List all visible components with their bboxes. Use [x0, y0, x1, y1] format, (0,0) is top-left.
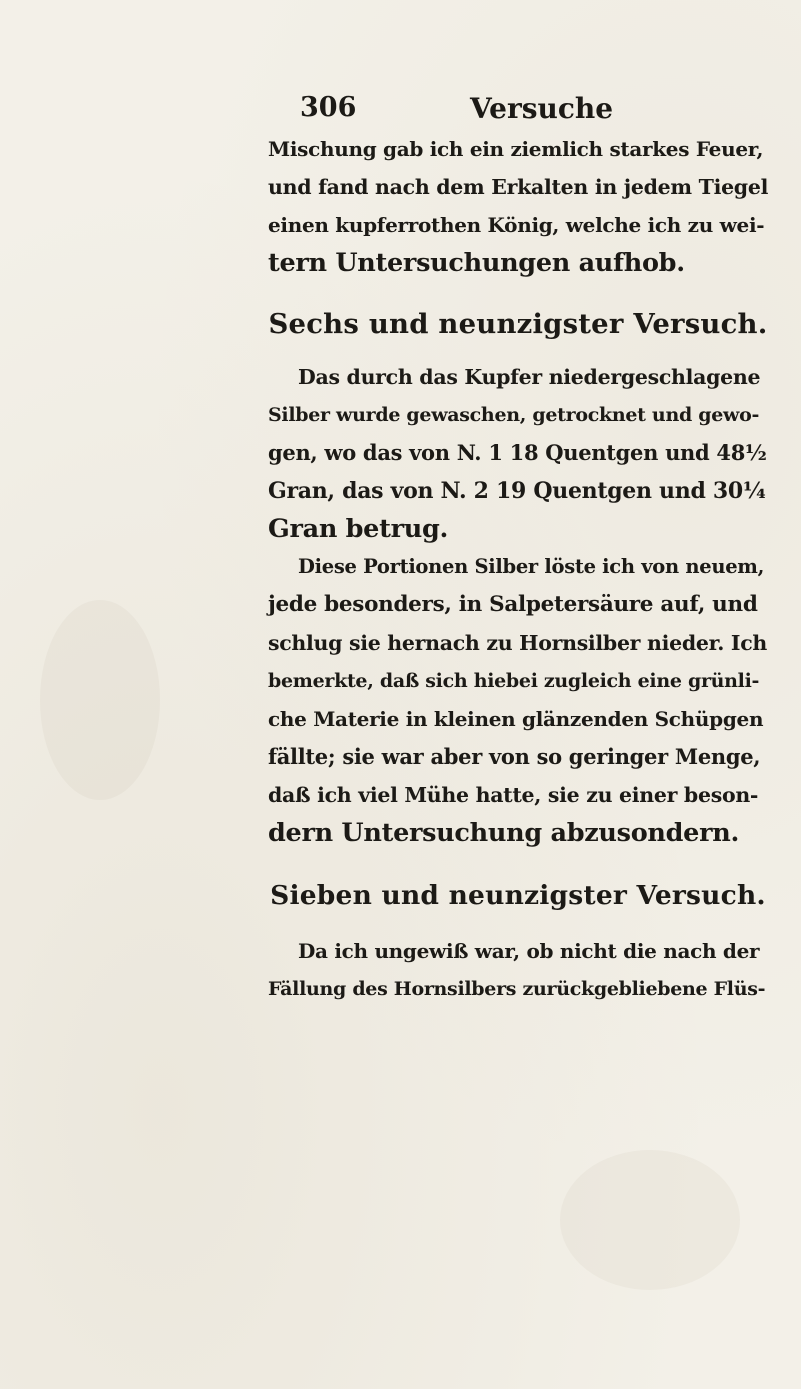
text-line: gen, wo das von N. 1 18 Quentgen und 48½	[268, 440, 767, 465]
text-line: fällte; sie war aber von so geringer Menge,	[268, 744, 761, 769]
text-line: jede besonders, in Salpetersäure auf, und	[268, 592, 758, 617]
text-line: Gran, das von N. 2 19 Quentgen und 30¼	[268, 478, 766, 504]
text-line: bemerkte, daß sich hiebei zugleich eine grünli-	[268, 670, 760, 692]
text-line: Diese Portionen Silber löste ich von neuem,	[298, 555, 765, 578]
text-line: Mischung gab ich ein ziemlich starkes Feuer,	[268, 137, 764, 161]
text-line: schlug sie hernach zu Hornsilber nieder. Ich	[268, 631, 768, 655]
text-line: daß ich viel Mühe hatte, sie zu einer beson-	[268, 783, 759, 807]
running-title: Versuche	[470, 92, 614, 125]
text-line: Silber wurde gewaschen, getrocknet und gewo-	[268, 404, 760, 426]
text-line: Fällung des Hornsilbers zurückgebliebene Flüs-	[268, 978, 766, 1000]
section-heading-96: Sechs und neunzigster Versuch.	[268, 308, 768, 340]
section-heading-97: Sieben und neunzigster Versuch.	[270, 880, 766, 911]
text-line: tern Untersuchungen aufhob.	[268, 248, 685, 278]
text-line: einen kupferrothen König, welche ich zu wei-	[268, 213, 765, 237]
paragraph-96-2	[268, 548, 768, 852]
paragraph-97-1	[268, 932, 768, 1008]
text-line: Da ich ungewiß war, ob nicht die nach der	[298, 939, 760, 963]
text-line: Das durch das Kupfer niedergeschlagene	[298, 365, 761, 389]
text-line: und fand nach dem Erkalten in jedem Tiegel	[268, 175, 769, 199]
body-text	[268, 130, 768, 1008]
paragraph-96-1	[268, 358, 768, 548]
paper-stain	[560, 1150, 740, 1290]
text-line: dern Untersuchung abzusondern.	[268, 818, 740, 848]
text-line: Gran betrug.	[268, 514, 449, 544]
running-head	[0, 92, 801, 132]
paper-stain	[40, 600, 160, 800]
paragraph-intro	[268, 130, 768, 282]
text-line: che Materie in kleinen glänzenden Schüpgen	[268, 707, 764, 731]
page-number: 306	[300, 92, 357, 123]
